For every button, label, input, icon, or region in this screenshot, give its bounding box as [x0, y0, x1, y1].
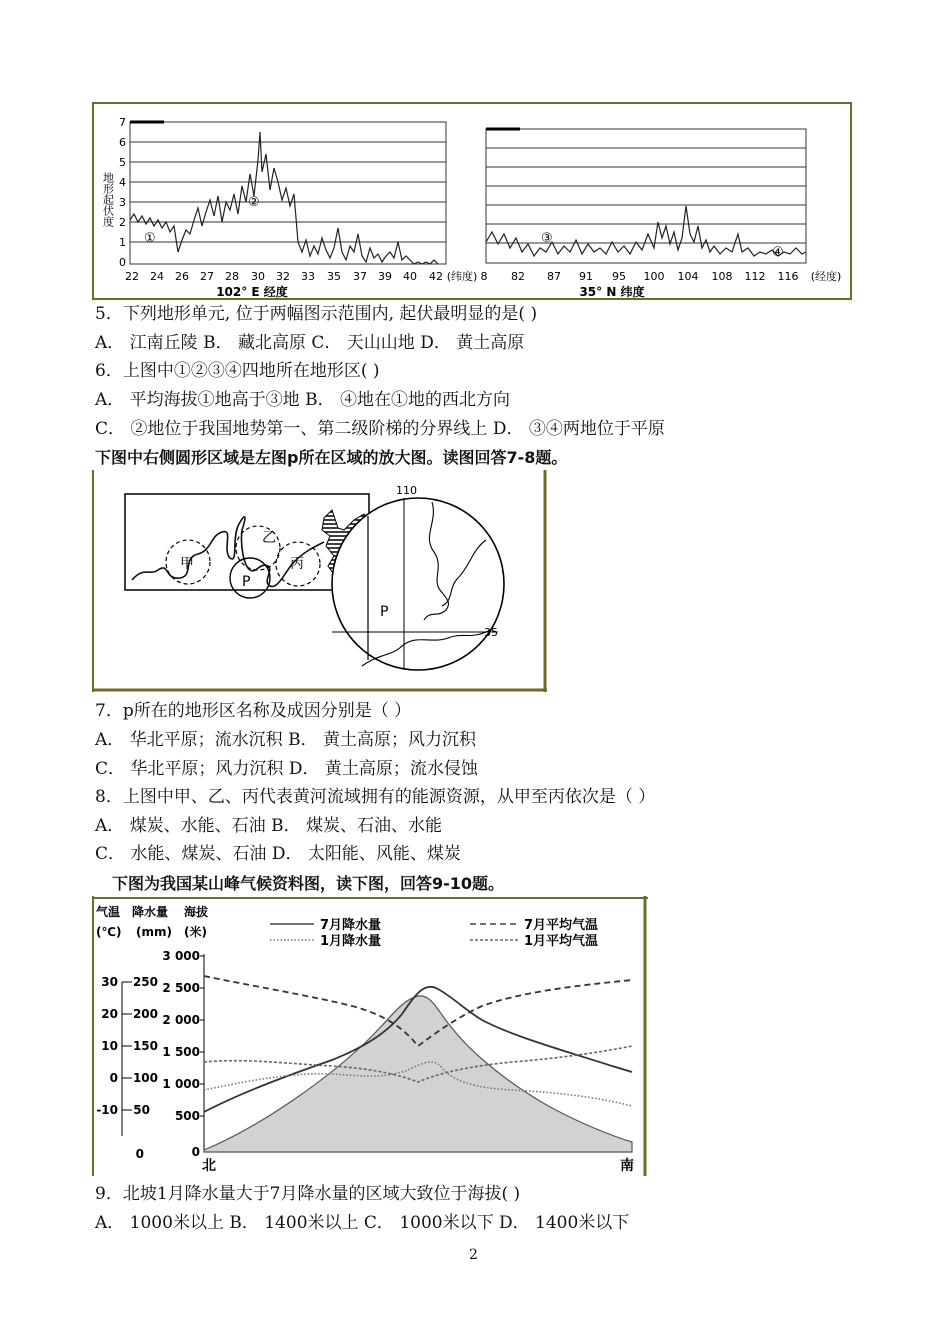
intro-9-10: 下图为我国某山峰气候资料图，读下图，回答9-10题。 — [112, 874, 505, 893]
alt-tick: 2 500 — [162, 981, 200, 995]
precip-tick: 0 — [135, 1147, 144, 1161]
right-xtick: 112 — [744, 270, 766, 283]
right-xtick: 95 — [612, 270, 626, 283]
alt-tick: 1 000 — [162, 1077, 200, 1091]
right-xtick: 100 — [643, 270, 665, 283]
intro-7-8: 下图中右侧圆形区域是左图p所在区域的放大图。读图回答7-8题。 — [95, 448, 568, 467]
page-number: 2 — [469, 1247, 478, 1263]
temp-tick: 10 — [101, 1039, 118, 1053]
q5-stem: 5．下列地形单元, 位于两幅图示范围内, 起伏最明显的是( ) — [95, 304, 538, 324]
left-ytick: 6 — [119, 136, 126, 149]
axis-unit-alt: (米) — [184, 925, 207, 939]
alt-tick: 2 000 — [162, 1013, 200, 1027]
left-xtick: 32 — [276, 270, 290, 283]
left-ylabel: 地形起伏度 — [101, 172, 115, 227]
q9-stem: 9．北坡1月降水量大于7月降水量的区域大致位于海拔( ) — [95, 1184, 521, 1204]
left-xtick: 28 — [225, 270, 239, 283]
q6-stem: 6．上图中①②③④四地所在地形区( ) — [95, 361, 380, 381]
legend-jan-temp: 1月平均气温 — [524, 934, 599, 949]
q5-options: A． 江南丘陵 B． 藏北高原 C． 天山山地 D． 黄土高原 — [95, 333, 525, 353]
temp-tick: 0 — [109, 1071, 118, 1085]
label-yi: 乙 — [262, 530, 276, 546]
right-caption: 35° N 纬度 — [579, 285, 645, 299]
alt-tick: 500 — [174, 1109, 200, 1123]
legend-jan-precip: 1月降水量 — [320, 934, 382, 949]
left-ytick: 3 — [119, 196, 126, 209]
label-south: 南 — [620, 1158, 634, 1174]
q7-stem: 7．p所在的地形区名称及成因分别是（ ） — [95, 701, 412, 721]
left-xtick: 39 — [378, 270, 392, 283]
q8-options-1: A． 煤炭、水能、石油 B． 煤炭、石油、水能 — [95, 816, 442, 836]
label-bing: 丙 — [290, 556, 304, 572]
temp-tick: -10 — [96, 1103, 118, 1117]
alt-tick: 3 000 — [162, 949, 200, 963]
label-jia: 甲 — [180, 556, 194, 572]
left-xtick: 40 — [403, 270, 417, 283]
mountain-climate-figure — [92, 896, 648, 1176]
marker-2: ② — [248, 195, 260, 210]
temp-tick: 30 — [101, 975, 118, 989]
precip-tick: 50 — [133, 1103, 150, 1117]
left-xtick: 35 — [327, 270, 341, 283]
precip-tick: 150 — [132, 1039, 158, 1053]
alt-tick: 1 500 — [162, 1045, 200, 1059]
axis-title-alt: 海拔 — [184, 905, 209, 919]
left-xtick: 24 — [150, 270, 164, 283]
right-xtick: 8 — [480, 270, 488, 283]
precip-tick: 200 — [132, 1007, 158, 1021]
terrain-relief-figure — [92, 102, 852, 300]
left-xunit: (纬度) — [446, 270, 478, 283]
marker-4: ④ — [772, 245, 784, 260]
left-xtick: 37 — [353, 270, 367, 283]
mountain-climate-svg — [92, 896, 648, 1176]
legend-jul-temp: 7月平均气温 — [524, 918, 599, 933]
label-lon-110: 110 — [396, 484, 417, 497]
right-xtick: 91 — [579, 270, 593, 283]
precip-tick: 250 — [132, 975, 158, 989]
left-xtick: 22 — [125, 270, 139, 283]
precip-tick: 100 — [132, 1071, 158, 1085]
left-xtick: 26 — [175, 270, 189, 283]
yellow-river-map-figure — [92, 470, 547, 692]
q6-options-1: A． 平均海拔①地高于③地 B． ④地在①地的西北方向 — [95, 390, 510, 410]
q7-options-2: C． 华北平原；风力沉积 D． 黄土高原；流水侵蚀 — [95, 759, 478, 779]
q8-options-2: C． 水能、煤炭、石油 D． 太阳能、风能、煤炭 — [95, 844, 461, 864]
q7-options-1: A． 华北平原；流水沉积 B． 黄土高原；风力沉积 — [95, 730, 476, 750]
axis-unit-temp: (℃) — [96, 925, 122, 939]
label-lat-35: 35 — [484, 626, 498, 639]
right-xtick: 82 — [511, 270, 525, 283]
left-xtick: 30 — [251, 270, 265, 283]
right-xtick: 104 — [677, 270, 699, 283]
yellow-river-map-svg — [92, 470, 547, 692]
left-xtick: 33 — [301, 270, 315, 283]
label-p-small: P — [242, 574, 251, 590]
left-ytick: 7 — [119, 116, 126, 129]
axis-unit-precip: (mm) — [136, 925, 172, 939]
alt-tick: 0 — [191, 1145, 200, 1159]
axis-title-precip: 降水量 — [132, 905, 169, 919]
marker-3: ③ — [541, 231, 553, 246]
terrain-relief-svg — [92, 102, 852, 300]
legend-jul-precip: 7月降水量 — [320, 918, 382, 933]
right-xtick: 116 — [777, 270, 799, 283]
right-xunit: (经度) — [810, 270, 842, 283]
left-ytick: 0 — [119, 256, 126, 269]
q8-stem: 8．上图中甲、乙、丙代表黄河流域拥有的能源资源，从甲至丙依次是（ ） — [95, 787, 656, 807]
right-xtick: 87 — [547, 270, 561, 283]
left-ytick: 4 — [119, 176, 126, 189]
left-caption: 102° E 经度 — [216, 285, 288, 299]
left-xtick: 42 — [429, 270, 443, 283]
left-xtick: 27 — [200, 270, 214, 283]
left-ytick: 1 — [119, 236, 126, 249]
right-xtick: 108 — [711, 270, 733, 283]
left-ytick: 5 — [119, 156, 126, 169]
q9-options: A． 1000米以上 B． 1400米以上 C． 1000米以下 D． 1400米以下 — [95, 1213, 630, 1233]
label-north: 北 — [202, 1158, 216, 1174]
marker-1: ① — [144, 231, 156, 246]
q6-options-2: C． ②地位于我国地势第一、第二级阶梯的分界线上 D． ③④两地位于平原 — [95, 419, 665, 439]
label-p-big: P — [380, 604, 389, 620]
temp-tick: 20 — [101, 1007, 118, 1021]
left-ytick: 2 — [119, 216, 126, 229]
axis-title-temp: 气温 — [96, 905, 121, 919]
